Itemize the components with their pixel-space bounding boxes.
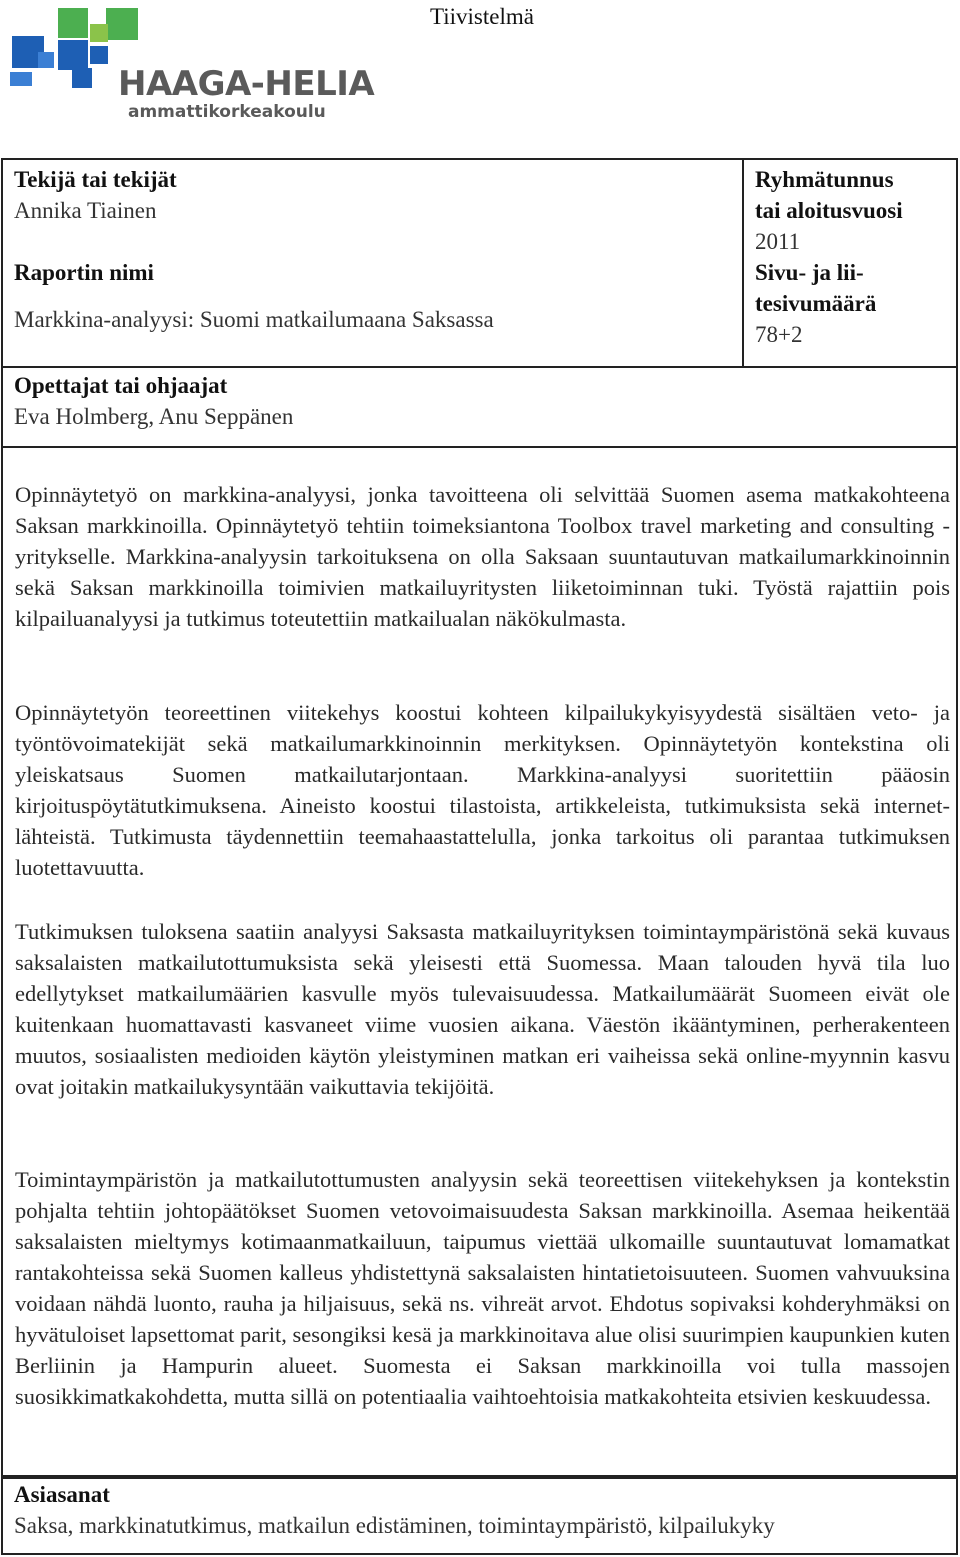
teachers-label: Opettajat tai ohjaajat xyxy=(14,373,228,398)
pages-label-line1: Sivu- ja lii- xyxy=(755,260,864,285)
keywords-value: Saksa, markkinatutkimus, matkailun edistäminen, toimintaympäristö, kilpailukyky xyxy=(14,1513,775,1538)
logo xyxy=(10,6,375,126)
pages-value: 78+2 xyxy=(755,322,803,347)
group-label-line1: Ryhmätunnus xyxy=(755,167,894,192)
table-divider-horizontal xyxy=(3,366,956,368)
report-cell xyxy=(3,257,742,335)
abstract-box xyxy=(1,446,958,1477)
logo-subtitle: ammattikorkeakoulu xyxy=(128,102,326,122)
teachers-cell xyxy=(3,370,958,432)
abstract-paragraph-3: Tutkimuksen tuloksena saatiin analyysi Saksasta matkailuyrityksen toimintaympäristönä sekä kuvaus saksalaisten matkailutottumuksista sekä yleisesti että Suomessa. Maan talouden hyvä tila luo edellytykset matkailumäärien kasvulle myös tulevaisuudessa. Matkailumäärät Suomeen eivät ole kuitenkaan huomattavasti kasvaneet viime vuosien aikana. Väestön ikääntyminen, perherakenteen muutos, sosiaalisten medioiden käytön yleistyminen matkan eri vaiheissa sekä online-myynnin kasvu ovat joitakin matkailukysyntään vaikuttavia tekijöitä. xyxy=(15,919,950,1099)
author-label: Tekijä tai tekijät xyxy=(14,167,177,192)
keywords-box xyxy=(1,1477,958,1555)
group-label-line2: tai aloitusvuosi xyxy=(755,198,903,223)
pages-cell xyxy=(744,257,958,350)
abstract-paragraph-2: Opinnäytetyön teoreettinen viitekehys koostui kohteen kilpailukykyisyydestä sisältäen veto- ja työntövoimatekijät sekä matkailumarkkinoinnin merkityksen. Opinnäytetyön kontekstina oli yleiskatsaus Suomen matkailutarjontaan. Markkina-analyysi suoritettiin pääosin kirjoituspöytätutkimuksena. Aineisto koostui tilastoista, artikkeleista, tutkimuksista sekä internet-lähteistä. Tutkimusta täydennettiin teemahaastattelulla, jonka tarkoitus oli parantaa tutkimuksen luotettavuutta. xyxy=(15,700,950,880)
author-value: Annika Tiainen xyxy=(14,198,157,223)
keywords-cell xyxy=(3,1479,958,1541)
abstract-paragraph-4: Toimintaympäristön ja matkailutottumusten analyysin sekä teoreettisen viitekehyksen ja kontekstin pohjalta tehtiin johtopäätökset Suomen vetovoimaisuudesta Saksan markkinoilla. Asemaa heikentää saksalaisten mieltymys kotimaanmatkailuun, taipumus viettää ulkomaille suuntautuvat lomamatkat rantakohteissa sekä Suomen kalleus yhdistettynä saksalaisten hintatietoisuuteen. Suomen vahvuuksina voidaan nähdä luonto, rauha ja hiljaisuus, sekä ns. vihreät arvot. Ehdotus sopivaksi kohderyhmäksi on hyvätuloiset lapsettomat parit, sesongiksi kesä ja markkinoitava alue olisi suurimpien kaupunkien kuten Berliinin ja Hampurin alueet. Suomesta ei Saksan markkinoilla voi tulla massojen suosikkimatkakohdetta, mutta sillä on potentiaalia vaihtoehtoisia matkakohteita etsivien keskuudessa. xyxy=(15,1167,950,1409)
pages-label-line2: tesivumäärä xyxy=(755,291,877,316)
page-title: Tiivistelmä xyxy=(430,4,534,29)
abstract-paragraph-1: Opinnäytetyö on markkina-analyysi, jonka tavoitteena oli selvittää Suomen asema matkakohteena Saksan markkinoilla. Opinnäytetyö tehtiin toimeksiantona Toolbox travel marketing and consulting -yritykselle. Markkina-analyysin tarkoituksena on olla Saksaan suuntautuvan matkailumarkkinoinnin sekä Saksan markkinoilla toimivien matkailuyritysten liiketoiminnan tuki. Työstä rajattiin pois kilpailuanalyysi ja tutkimus toteutettiin matkailualan näkökulmasta. xyxy=(15,482,950,631)
author-cell xyxy=(3,164,742,226)
group-value: 2011 xyxy=(755,229,801,254)
logo-wordmark: HAAGA-HELIA xyxy=(118,64,375,104)
metadata-table xyxy=(1,158,958,448)
report-label: Raportin nimi xyxy=(14,260,154,285)
group-cell xyxy=(744,164,958,257)
keywords-label: Asiasanat xyxy=(14,1482,110,1507)
teachers-value: Eva Holmberg, Anu Seppänen xyxy=(14,404,294,429)
report-value: Markkina-analyysi: Suomi matkailumaana Saksassa xyxy=(14,307,494,332)
